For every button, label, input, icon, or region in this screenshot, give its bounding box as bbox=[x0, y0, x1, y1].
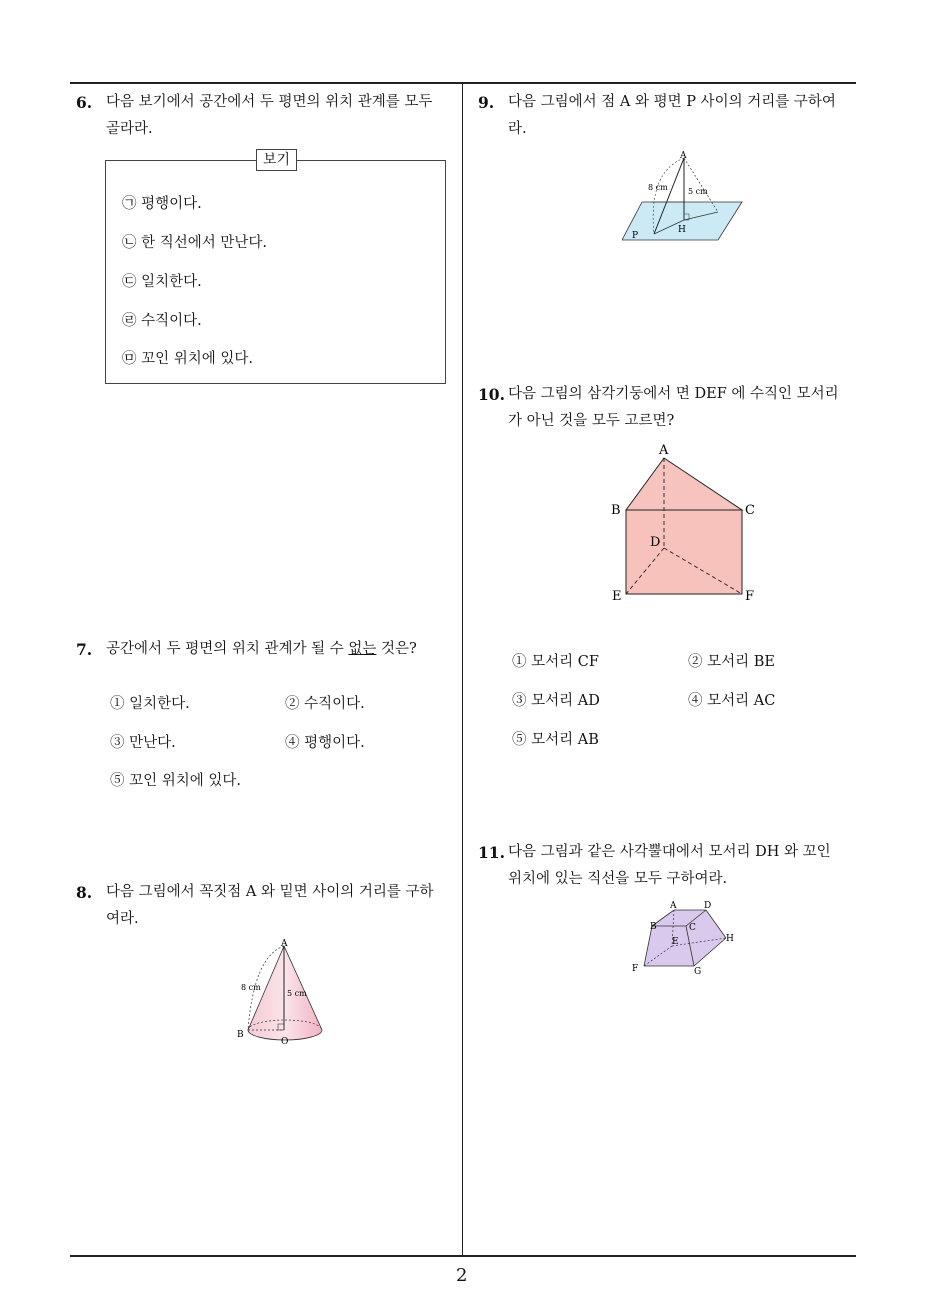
question-text-line1: 다음 그림의 삼각기둥에서 면 DEF 에 수직인 모서리 bbox=[508, 386, 839, 402]
page-number: 2 bbox=[456, 1265, 468, 1286]
label-A: A bbox=[670, 901, 677, 911]
question-9 bbox=[478, 89, 862, 143]
question-text: 공간에서 두 평면의 위치 관계가 될 수 bbox=[106, 641, 349, 657]
choice-2[interactable]: ② 모서리 BE bbox=[688, 654, 775, 670]
label-left-point: B bbox=[237, 1030, 244, 1040]
question-text-line1: 다음 그림과 같은 사각뿔대에서 모서리 DH 와 꼬인 bbox=[508, 844, 831, 860]
label-F: F bbox=[745, 589, 755, 604]
example-item: ㉡ 한 직선에서 만난다. bbox=[122, 235, 267, 251]
question-text-line2: 위치에 있는 직선을 모두 구하여라. bbox=[508, 871, 728, 887]
choice-4[interactable]: ④ 모서리 AC bbox=[688, 693, 776, 709]
question-6 bbox=[76, 89, 460, 143]
example-item: ㉠ 평행이다. bbox=[122, 196, 202, 212]
choice-3[interactable]: ③ 모서리 AD bbox=[512, 693, 600, 709]
label-E: E bbox=[672, 937, 679, 947]
label-C: C bbox=[689, 923, 696, 933]
label-plane: P bbox=[632, 231, 639, 241]
choice-5[interactable]: ⑤ 꼬인 위치에 있다. bbox=[110, 773, 241, 789]
cone-figure bbox=[232, 938, 332, 1048]
top-rule bbox=[70, 82, 856, 84]
label-point: A bbox=[680, 151, 687, 161]
label-radius: 5 cm bbox=[287, 989, 307, 998]
triangular-prism-figure bbox=[606, 438, 766, 606]
question-text-line2: 라. bbox=[508, 121, 527, 137]
label-height: 5 cm bbox=[688, 187, 708, 196]
example-item: ㉣ 수직이다. bbox=[122, 313, 202, 329]
question-number: 9. bbox=[478, 93, 495, 112]
column-divider bbox=[462, 82, 463, 1257]
question-number: 7. bbox=[76, 640, 93, 659]
label-A: A bbox=[659, 443, 669, 458]
label-foot: H bbox=[678, 225, 686, 235]
label-E: E bbox=[612, 589, 622, 604]
question-10 bbox=[478, 381, 862, 435]
question-7 bbox=[76, 636, 460, 663]
label-center: O bbox=[281, 1037, 289, 1047]
plane-figure bbox=[622, 148, 744, 244]
label-D: D bbox=[704, 901, 712, 911]
choice-1[interactable]: ① 모서리 CF bbox=[512, 654, 599, 670]
question-text-line1: 다음 그림에서 점 A 와 평면 P 사이의 거리를 구하여 bbox=[508, 94, 836, 110]
label-C: C bbox=[745, 503, 755, 518]
question-number: 8. bbox=[76, 883, 93, 902]
label-D: D bbox=[650, 535, 661, 550]
question-number: 6. bbox=[76, 93, 93, 112]
question-8 bbox=[76, 879, 460, 933]
label-slant: 8 cm bbox=[648, 183, 668, 192]
label-B: B bbox=[650, 922, 657, 932]
label-slant: 8 cm bbox=[241, 983, 261, 992]
question-text-line2: 골라라. bbox=[106, 121, 153, 137]
label-H: H bbox=[726, 934, 734, 944]
question-number: 10. bbox=[478, 385, 505, 404]
question-text-underlined: 없는 bbox=[348, 641, 377, 657]
choice-1[interactable]: ① 일치한다. bbox=[110, 696, 190, 712]
example-box-title: 보기 bbox=[256, 149, 297, 171]
choice-3[interactable]: ③ 만난다. bbox=[110, 735, 176, 751]
label-apex: A bbox=[281, 939, 288, 949]
choice-4[interactable]: ④ 평행이다. bbox=[285, 735, 365, 751]
choice-5[interactable]: ⑤ 모서리 AB bbox=[512, 732, 599, 748]
question-text-end: 것은? bbox=[376, 641, 417, 657]
question-text-line1: 다음 보기에서 공간에서 두 평면의 위치 관계를 모두 bbox=[106, 94, 433, 110]
label-F: F bbox=[632, 964, 639, 974]
question-text-line2: 가 아닌 것을 모두 고르면? bbox=[508, 413, 675, 429]
question-number: 11. bbox=[478, 843, 505, 862]
label-B: B bbox=[611, 503, 621, 518]
example-item: ㉢ 일치한다. bbox=[122, 274, 202, 290]
label-G: G bbox=[694, 967, 702, 977]
bottom-rule bbox=[70, 1255, 856, 1257]
question-text-line1: 다음 그림에서 꼭짓점 A 와 밑면 사이의 거리를 구하 bbox=[106, 884, 434, 900]
choice-2[interactable]: ② 수직이다. bbox=[285, 696, 365, 712]
example-item: ㉤ 꼬인 위치에 있다. bbox=[122, 351, 253, 367]
question-text-line2: 여라. bbox=[106, 911, 139, 927]
question-11 bbox=[478, 839, 862, 893]
frustum-figure bbox=[628, 896, 744, 978]
